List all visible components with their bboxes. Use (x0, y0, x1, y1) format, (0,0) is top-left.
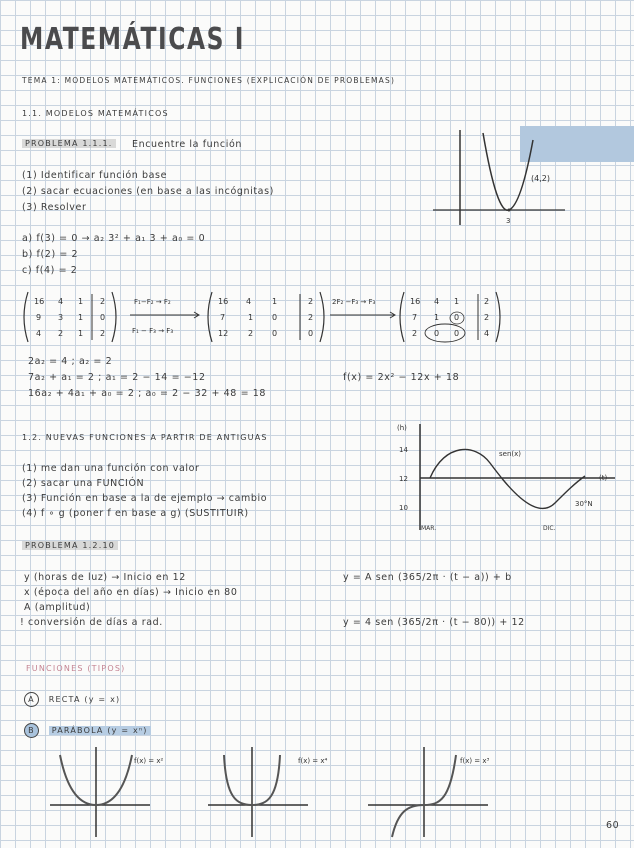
m2-r0c1: 4 (246, 297, 252, 306)
op2-label: 2F₂ −F₃ → F₃ (332, 298, 376, 306)
solution-line-3: 16a₂ + 4a₁ + a₀ = 2 ; a₀ = 2 − 32 + 48 = 18 (28, 388, 267, 399)
m1-r0c2: 1 (78, 297, 84, 306)
topic-heading: TEMA 1: MODELOS MATEMÁTICOS. FUNCIONES (EXPLICACIÓN DE PROBLEMAS) (22, 76, 396, 85)
equation-c: c) f(4) = 2 (22, 265, 78, 276)
m2-r0c3: 2 (308, 297, 314, 306)
marker-a: A (24, 692, 39, 707)
problem-tag-2 (22, 541, 118, 550)
section-heading-1-1: 1.1. MODELOS MATEMÁTICOS (22, 109, 169, 118)
m3-r0c0: 16 (410, 297, 421, 306)
problem2-line-1: y (horas de luz) → Inicio en 12 (24, 572, 186, 583)
m1-r2c0: 4 (36, 329, 42, 338)
problem-tag-1 (22, 139, 116, 148)
m2-r0c0: 16 (218, 297, 229, 306)
graph-tick-label: 3 (506, 217, 511, 225)
m3-r2c3: 4 (484, 329, 490, 338)
m1-r2c2: 1 (78, 329, 84, 338)
equation-b: b) f(2) = 2 (22, 249, 79, 260)
m3-r1c2: 0 (454, 313, 460, 322)
m1-r0c0: 16 (34, 297, 45, 306)
sine-tick-12: 12 (399, 475, 408, 483)
parabola-graph (425, 125, 575, 230)
function-b-row (24, 723, 151, 738)
m1-r2c1: 2 (58, 329, 64, 338)
sine-tick-10: 10 (399, 504, 408, 512)
op1-top: F₁−F₂ → F₂ (134, 298, 171, 306)
m2-r2c0: 12 (218, 329, 229, 338)
m1-r2c3: 2 (100, 329, 106, 338)
matrix-row (20, 288, 510, 346)
m2-r2c2: 0 (272, 329, 278, 338)
page-title: MATEMÁTICAS I (20, 22, 246, 57)
result-function: f(x) = 2x² − 12x + 18 (343, 372, 460, 383)
formula-general: y = A sen (365/2π · (t − a)) + b (343, 572, 512, 583)
m1-r1c0: 9 (36, 313, 42, 322)
graph-label-x3: f(x) = x³ (460, 757, 490, 765)
formula-specific: y = 4 sen (365/2π · (t − 80)) + 12 (343, 617, 525, 628)
sine-tick-dic: DIC. (543, 525, 556, 532)
m2-r2c1: 2 (248, 329, 254, 338)
marker-b: B (24, 723, 39, 738)
sine-y-label: (h) (397, 424, 407, 432)
problem2-line-2: x (época del año en días) → Inicio en 80 (24, 587, 238, 598)
sine-x-label: (t) (599, 474, 608, 482)
problem-statement: Encuentre la función (132, 139, 242, 150)
problem-step-2: (2) sacar ecuaciones (en base a las incógnitas) (22, 186, 274, 197)
sine-graph (385, 418, 625, 536)
problem-tag-2-label: PROBLEMA 1.2.10 (22, 541, 118, 550)
m3-r1c1: 1 (434, 313, 440, 322)
sine-latitude-label: 30°N (575, 500, 593, 508)
problem-step-3: (3) Resolver (22, 202, 87, 213)
graph-point-label: (4,2) (531, 174, 550, 183)
op1-bottom: F₁ − F₃ → F₃ (132, 327, 174, 335)
section2-step-1: (1) me dan una función con valor (22, 463, 200, 474)
m3-r2c1: 0 (434, 329, 440, 338)
m2-r2c3: 0 (308, 329, 314, 338)
m3-r0c3: 2 (484, 297, 490, 306)
section2-step-2: (2) sacar una FUNCIÓN (22, 478, 145, 489)
functions-heading: FUNCIONES (TIPOS) (26, 664, 126, 673)
m3-r1c3: 2 (484, 313, 490, 322)
problem-step-1: (1) Identificar función base (22, 170, 168, 181)
m3-r0c1: 4 (434, 297, 440, 306)
m2-r1c1: 1 (248, 313, 254, 322)
m1-r1c1: 3 (58, 313, 64, 322)
m3-r2c0: 2 (412, 329, 418, 338)
function-a-row (24, 692, 120, 707)
problem-tag-label: PROBLEMA 1.1.1. (22, 139, 116, 148)
m2-r1c2: 0 (272, 313, 278, 322)
function-b-label: PARÁBOLA (y = xⁿ) (49, 726, 151, 735)
sine-tick-14: 14 (399, 446, 408, 454)
problem2-line-4: ! conversión de días a rad. (20, 617, 163, 628)
sine-curve-label: sen(x) (499, 450, 521, 458)
solution-line-2: 7a₂ + a₁ = 2 ; a₁ = 2 − 14 = −12 (28, 372, 206, 383)
m1-r1c3: 0 (100, 313, 106, 322)
m2-r0c2: 1 (272, 297, 278, 306)
m1-r1c2: 1 (78, 313, 84, 322)
function-a-label: RECTA (y = x) (48, 695, 121, 704)
m1-r0c1: 4 (58, 297, 64, 306)
section2-step-4: (4) f ∘ g (poner f en base a g) (SUSTITUIR) (22, 508, 249, 519)
section2-step-3: (3) Función en base a la de ejemplo → cambio (22, 493, 268, 504)
function-graphs (40, 745, 510, 841)
solution-line-1: 2a₂ = 4 ; a₂ = 2 (28, 356, 113, 367)
m2-r1c0: 7 (220, 313, 226, 322)
m3-r1c0: 7 (412, 313, 418, 322)
equation-a: a) f(3) = 0 → a₂ 3² + a₁ 3 + a₀ = 0 (22, 233, 206, 244)
m3-r2c2: 0 (454, 329, 460, 338)
problem2-line-3: A (amplitud) (24, 602, 91, 613)
graph-label-x2: f(x) = x² (134, 757, 164, 765)
m1-r0c3: 2 (100, 297, 106, 306)
sine-tick-mar: MAR. (421, 525, 437, 532)
m3-r0c2: 1 (454, 297, 460, 306)
m2-r1c3: 2 (308, 313, 314, 322)
graph-label-x4: f(x) = x⁴ (298, 757, 328, 765)
section-heading-1-2: 1.2. NUEVAS FUNCIONES A PARTIR DE ANTIGUAS (22, 433, 268, 442)
page-number: 60 (606, 820, 620, 831)
